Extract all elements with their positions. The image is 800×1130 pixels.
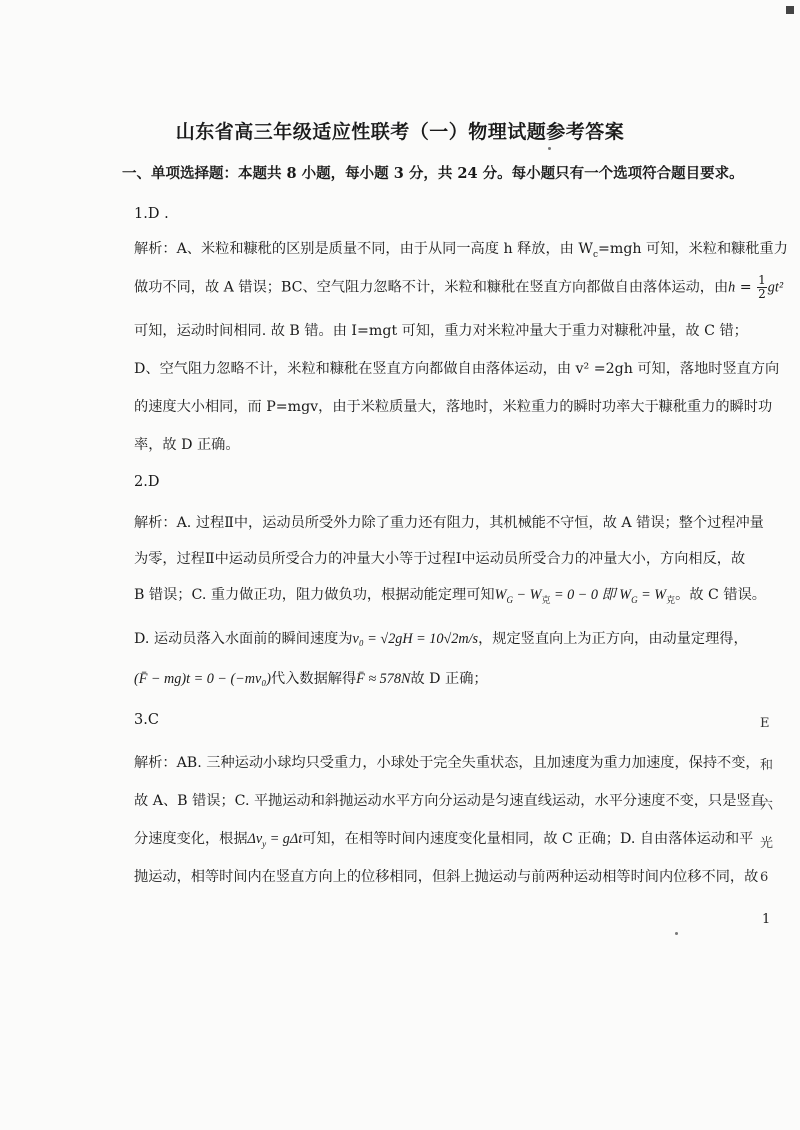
q2-formula-sub2: 克 — [541, 595, 551, 606]
q1-line-4: D、空气阻力忽略不计，米粒和糠秕在竖直方向都做自由落体运动，由 v² =2gh 可知，落地时竖直方向 — [134, 361, 780, 377]
q2-answer: 2.D — [134, 474, 160, 490]
scan-speck — [548, 147, 551, 150]
q2-line-1: 解析：A. 过程Ⅱ中，运动员所受外力除了重力还有阻力，其机械能不守恒，故 A 错误；整个过程冲量 — [134, 515, 764, 531]
q2-line-3-text-b: 。故 C 错误。 — [675, 587, 766, 603]
margin-char-1: E — [760, 716, 770, 731]
margin-char-3: 六 — [760, 798, 774, 813]
q2-line-5-text-b: 故 D 正确； — [410, 671, 488, 687]
q1-formula-fraction — [757, 274, 767, 301]
q1-line-2-text: 做功不同，故 A 错误；BC、空气阻力忽略不计，米粒和糠秕在竖直方向都做自由落体运动，由 — [134, 279, 729, 296]
section-heading: 一、单项选择题：本题共 8 小题，每小题 3 分，共 24 分。每小题只有一个选项符合题目要求。 — [122, 165, 744, 182]
q1-line-1 — [134, 238, 788, 260]
q1-fraction-numerator: 1 — [758, 273, 766, 287]
q1-formula-h: h — [728, 279, 736, 296]
q3-line-3-text-b: 可知，在相等时间内速度变化量相同，故 C 正确；D. 自由落体运动和平 — [302, 831, 754, 847]
q2-formula-w3: W — [619, 587, 632, 603]
q3-formula-sub: y — [262, 838, 267, 849]
q1-fraction-denominator: 2 — [758, 287, 766, 301]
q2-formula-w4: = W — [637, 587, 667, 603]
q1-line-1-text: 解析：A、米粒和糠秕的区别是质量不同，由于从同一高度 h 释放，由 W — [134, 241, 593, 257]
q1-formula-gt2: gt² — [767, 279, 784, 296]
q2-formula-w2: − W — [512, 587, 542, 603]
q1-line-2 — [134, 274, 783, 301]
q2-line-4-text-b: ，规定竖直向上为正方向，由动量定理得， — [478, 631, 748, 647]
q1-line-3: 可知，运动时间相同. 故 B 错。由 I=mgt 可知，重力对米粒冲量大于重力对糠秕冲量，故 C 错； — [134, 323, 748, 339]
margin-char-5: 6 — [760, 870, 769, 885]
q2-line-4 — [134, 628, 748, 648]
page-title: 山东省高三年级适应性联考（一）物理试题参考答案 — [175, 121, 625, 143]
q2-line-4-text: D. 运动员落入水面前的瞬间速度为 — [134, 631, 353, 647]
q2-line-5 — [134, 668, 488, 688]
q3-line-1: 解析：AB. 三种运动小球均只受重力，小球处于完全失重状态，且加速度为重力加速度，保持不变， — [134, 755, 760, 771]
q2-line-3-text: B 错误；C. 重力做正功，阻力做负功，根据动能定理可知 — [134, 587, 495, 603]
q3-line-4: 抛运动，相等时间内在竖直方向上的位移相同，但斜上抛运动与前两种运动相等时间内位移不同，故 — [134, 869, 759, 885]
q2-formula-w1: W — [494, 587, 507, 603]
q2-formula-sub1: G — [506, 594, 513, 605]
scan-speck — [675, 932, 678, 935]
q2-velocity-formula: v₀ = √2gH = 10√2m/s — [352, 631, 479, 647]
q2-force-result: F̄ ≈ 578N — [356, 671, 411, 687]
q2-momentum-formula: (F̄ − mg)t = 0 − (−mv₀) — [134, 671, 271, 687]
margin-char-4: 光 — [760, 836, 774, 851]
q2-line-2: 为零，过程Ⅱ中运动员所受合力的冲量大小等于过程Ⅰ中运动员所受合力的冲量大小，方向相反，故 — [134, 551, 746, 567]
q3-formula-gdt: = gΔt — [266, 831, 303, 847]
q2-formula-sub3: G — [631, 594, 638, 605]
q3-line-2: 故 A、B 错误；C. 平抛运动和斜抛运动水平方向分运动是匀速直线运动，水平分速度不变，只是竖直 — [134, 793, 765, 809]
q2-line-3 — [134, 584, 766, 606]
q2-line-5-text: 代入数据解得 — [271, 671, 357, 687]
q2-formula-sub4: 克 — [666, 595, 676, 606]
q2-formula-eq: = 0 − 0 即 — [550, 587, 620, 603]
q1-answer: 1.D . — [134, 206, 169, 222]
q3-formula-dv: Δv — [247, 831, 263, 847]
q1-formula-eq: = — [735, 279, 757, 296]
margin-char-2: 和 — [760, 758, 774, 773]
q1-line-5: 的速度大小相同，而 P=mgv，由于米粒质量大，落地时，米粒重力的瞬时功率大于糠秕重力的瞬时功 — [134, 399, 773, 415]
q1-line-1-text-b: =mgh 可知，米粒和糠秕重力 — [597, 241, 788, 257]
q1-line-1-sub: c — [592, 249, 598, 260]
q1-line-6: 率，故 D 正确。 — [134, 437, 240, 453]
q3-line-3 — [134, 828, 753, 849]
page-number: 1 — [762, 912, 771, 927]
q3-line-3-text: 分速度变化，根据 — [134, 831, 248, 847]
scan-corner-mark — [786, 6, 794, 14]
q3-answer: 3.C — [134, 712, 159, 728]
